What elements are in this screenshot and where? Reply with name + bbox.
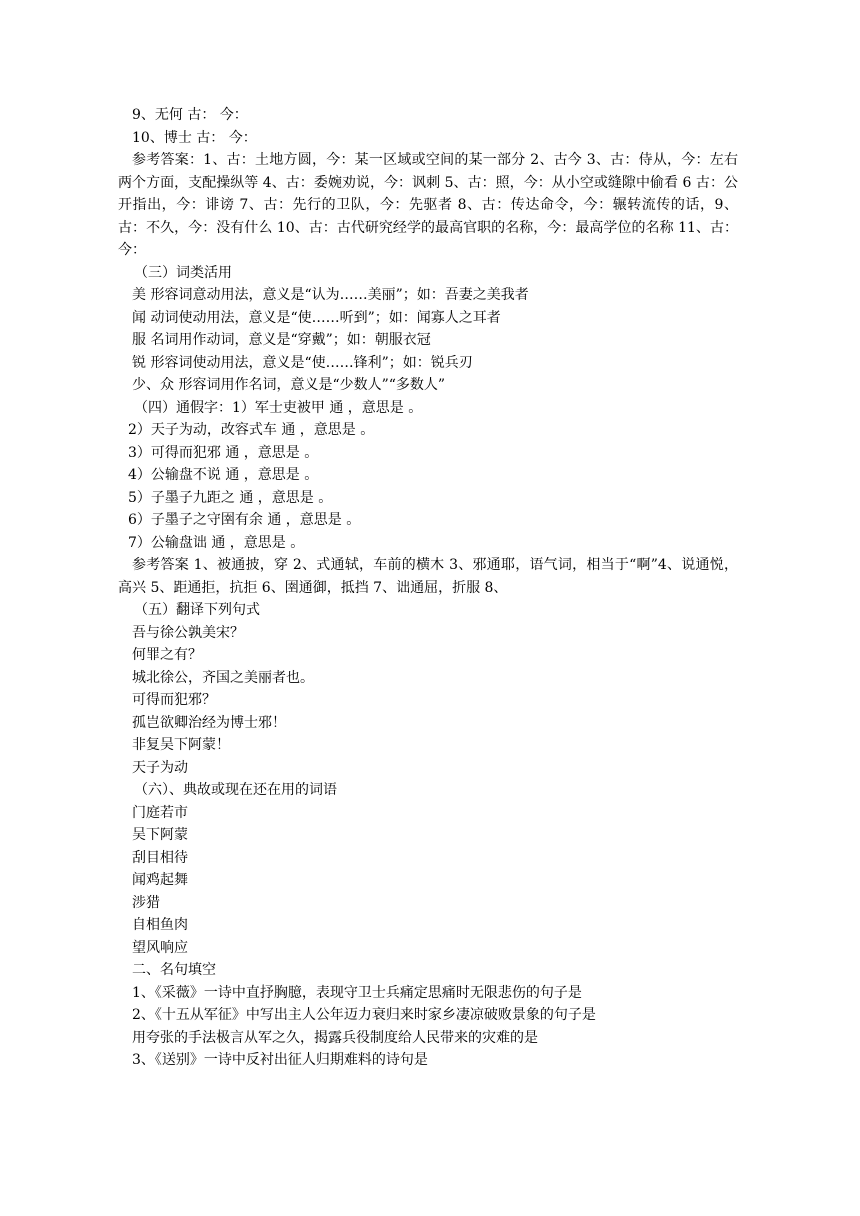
translate-item: 城北徐公，齐国之美丽者也。 bbox=[132, 669, 314, 686]
word-class-item: 少、众 形容词用作名词，意义是“少数人”“多数人” bbox=[132, 377, 446, 393]
translate-item: 何罪之有？ bbox=[132, 647, 202, 663]
section-heading-translate: （五）翻译下列句式 bbox=[134, 602, 260, 618]
word-class-item: 锐 形容词使动用法，意义是“使……锋利”；如：锐兵刃 bbox=[132, 354, 473, 371]
idiom-item: 闻鸡起舞 bbox=[132, 872, 188, 888]
translate-item: 孤岂欲卿治经为博士邪！ bbox=[132, 714, 286, 731]
fill-in-item: 2、《十五从军征》中写出主人公年迈力衰归来时家乡凄凉破败景象的句子是 bbox=[132, 1007, 596, 1023]
part-heading-fill-in: 二、名句填空 bbox=[132, 962, 216, 978]
loan-character-item: 5）子墨子九距之 通 ，意思是 。 bbox=[128, 489, 333, 506]
section-heading-idioms: （六）、典故或现在还在用的词语 bbox=[134, 782, 337, 798]
idiom-item: 刮目相待 bbox=[132, 849, 188, 866]
fill-in-item: 用夸张的手法极言从军之久，揭露兵役制度给人民带来的灾难的是 bbox=[132, 1029, 538, 1046]
idiom-item: 望风响应 bbox=[132, 939, 188, 956]
word-class-item: 服 名词用作动词，意义是“穿戴”；如：朝服衣冠 bbox=[132, 332, 431, 348]
section-heading-word-class: （三）词类活用 bbox=[134, 264, 232, 281]
word-class-item: 美 形容词意动用法，意义是“认为……美丽”；如：吾妻之美我者 bbox=[132, 287, 529, 303]
idiom-item: 门庭若市 bbox=[132, 804, 188, 821]
idiom-item: 自相鱼肉 bbox=[132, 917, 188, 933]
vocab-item-10: 10、博士 古： 今： bbox=[132, 129, 257, 146]
loan-character-item: 4）公输盘不说 通 ，意思是 。 bbox=[128, 467, 319, 483]
translate-item: 可得而犯邪？ bbox=[132, 692, 216, 708]
translate-item: 吾与徐公孰美宋？ bbox=[132, 624, 244, 641]
reference-answer-2: 参考答案 1、被通披，穿 2、式通轼，车前的横木 3、邪通耶，语气词，相当于“啊”4、说通悦，高兴 5、距通拒，抗拒 6、圉通御，抵挡 7、诎通屈，折服 8、 bbox=[118, 557, 738, 596]
translate-item: 非复吴下阿蒙！ bbox=[132, 737, 230, 753]
document-body bbox=[118, 104, 738, 1072]
fill-in-item: 3、《送别》一诗中反衬出征人归期难料的诗句是 bbox=[132, 1052, 428, 1068]
section-heading-loan-characters: （四）通假字：1）军士吏被甲 通 ，意思是 。 bbox=[134, 399, 423, 416]
vocab-item-9: 9、无何 古： 今： bbox=[132, 107, 248, 123]
idiom-item: 吴下阿蒙 bbox=[132, 827, 188, 843]
translate-item: 天子为动 bbox=[132, 759, 188, 776]
loan-character-item: 6）子墨子之守圉有余 通 ，意思是 。 bbox=[128, 512, 361, 528]
loan-character-item: 7）公输盘诎 通 ，意思是 。 bbox=[128, 534, 305, 551]
idiom-item: 涉猎 bbox=[132, 894, 160, 911]
fill-in-item: 1、《采薇》一诗中直抒胸臆，表现守卫士兵痛定思痛时无限悲伤的句子是 bbox=[132, 984, 582, 1001]
loan-character-item: 2）天子为动，改容式车 通 ，意思是 。 bbox=[128, 422, 375, 438]
loan-character-item: 3）可得而犯邪 通 ，意思是 。 bbox=[128, 444, 319, 461]
word-class-item: 闻 动词使动用法，意义是“使……听到”；如：闻寡人之耳者 bbox=[132, 309, 501, 326]
reference-answer-1: 参考答案：1、古：土地方圆，今：某一区域或空间的某一部分 2、古今 3、古：侍从，今：左右两个方面，支配操纵等 4、古：委婉劝说，今：讽刺 5、古：照，今：从小空或缝隙中偷看 6 古：公开指出，今：诽谤 7、古：先行的卫队，今：先驱者 8、古：传达命令，今：辗转流传的话，9、古：不久，今：没有什么 10、古：古代研究经学的最高官职的名称，今：最高学位的名称 11、古：今： bbox=[118, 152, 738, 258]
